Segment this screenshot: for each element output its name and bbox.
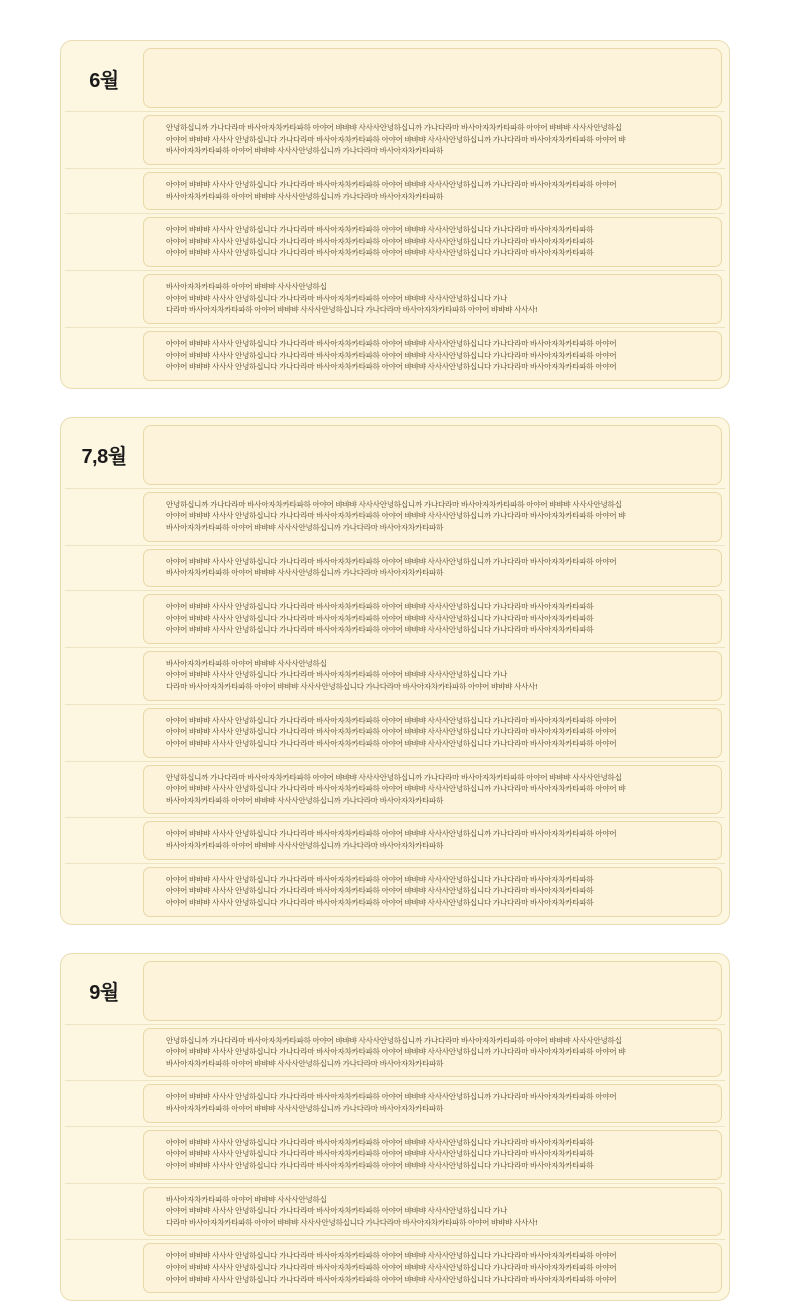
row-text-line: 아야어 뱌뱌뱌 사사사 안녕하십니다 가나다라마 바사아자차카타파하 아야어 뱌뱌뱌 사사사안녕하십니다 가나다라마 바사아자차카타파하 아야어 [166,738,711,750]
table-row [65,327,725,384]
row-label-cell [65,591,143,647]
row-text-line: 아야어 뱌뱌뱌 사사사 안녕하십니다 가나다라마 바사아자차카타파하 아야어 뱌뱌뱌 사사사안녕하십니까 가나다라마 바사아자차카타파하 아야어 뱌 [166,783,711,795]
section-header-row [65,958,725,1024]
row-text-line: 다라마 바사아자차카타파하 아야어 뱌뱌뱌 사사사안녕하십니다 가나다라마 바사아자차카타파하 아야어 뱌뱌뱌 사사사! [166,304,711,316]
row-content-cell [143,821,722,859]
row-label-cell [65,705,143,761]
month-label: 9월 [65,958,143,1024]
month-label: 7,8월 [65,422,143,488]
row-label-cell [65,1184,143,1240]
row-label-cell [65,1127,143,1183]
row-text-line: 바사아자차카타파하 아야어 뱌뱌뱌 사사사안녕하십니까 가나다라마 바사아자차카타파하 [166,191,711,203]
section-header-body [143,425,722,485]
row-text-line: 아야어 뱌뱌뱌 사사사 안녕하십니다 가나다라마 바사아자차카타파하 아야어 뱌뱌뱌 사사사안녕하십니다 가나다라마 바사아자차카타파하 아야어 [166,726,711,738]
table-row [65,111,725,168]
row-content-cell [143,1243,722,1293]
row-text-line: 아야어 뱌뱌뱌 사사사 안녕하십니다 가나다라마 바사아자차카타파하 아야어 뱌뱌뱌 사사사안녕하십니다 가나 [166,669,711,681]
table-row [65,168,725,213]
row-label-cell [65,169,143,213]
row-text-line: 아야어 뱌뱌뱌 사사사 안녕하십니다 가나다라마 바사아자차카타파하 아야어 뱌뱌뱌 사사사안녕하십니다 가나다라마 바사아자차카타파하 [166,224,711,236]
row-content-cell [143,867,722,917]
row-label-cell [65,1025,143,1081]
row-label-cell [65,818,143,862]
row-text-line: 아야어 뱌뱌뱌 사사사 안녕하십니다 가나다라마 바사아자차카타파하 아야어 뱌뱌뱌 사사사안녕하십니다 가나다라마 바사아자차카타파하 [166,1137,711,1149]
row-content-cell [143,1187,722,1237]
row-text-line: 바사아자차카타파하 아야어 뱌뱌뱌 사사사안녕하십니까 가나다라마 바사아자차카타파하 [166,145,711,157]
row-label-cell [65,328,143,384]
row-content-cell [143,708,722,758]
row-text-line: 아야어 뱌뱌뱌 사사사 안녕하십니다 가나다라마 바사아자차카타파하 아야어 뱌뱌뱌 사사사안녕하십니다 가나다라마 바사아자차카타파하 [166,601,711,613]
row-label-cell [65,546,143,590]
section-inner [65,422,725,920]
row-text-line: 바사아자차카타파하 아야어 뱌뱌뱌 사사사안녕하십니까 가나다라마 바사아자차카타파하 [166,840,711,852]
row-text-line: 다라마 바사아자차카타파하 아야어 뱌뱌뱌 사사사안녕하십니다 가나다라마 바사아자차카타파하 아야어 뱌뱌뱌 사사사! [166,1217,711,1229]
section-header-body [143,961,722,1021]
table-row [65,863,725,920]
row-text-line: 아야어 뱌뱌뱌 사사사 안녕하십니다 가나다라마 바사아자차카타파하 아야어 뱌뱌뱌 사사사안녕하십니까 가나다라마 바사아자차카타파하 아야어 [166,179,711,191]
row-label-cell [65,489,143,545]
row-content-cell [143,331,722,381]
row-text-line: 아야어 뱌뱌뱌 사사사 안녕하십니다 가나다라마 바사아자차카타파하 아야어 뱌뱌뱌 사사사안녕하십니다 가나다라마 바사아자차카타파하 [166,885,711,897]
row-text-line: 안녕하십니까 가나다라마 바사아자차카타파하 아야어 뱌뱌뱌 사사사안녕하십니까 가나다라마 바사아자차카타파하 아야어 뱌뱌뱌 사사사안녕하십 [166,499,711,511]
row-label-cell [65,864,143,920]
row-text-line: 아야어 뱌뱌뱌 사사사 안녕하십니다 가나다라마 바사아자차카타파하 아야어 뱌뱌뱌 사사사안녕하십니까 가나다라마 바사아자차카타파하 아야어 [166,1091,711,1103]
row-text-line: 아야어 뱌뱌뱌 사사사 안녕하십니다 가나다라마 바사아자차카타파하 아야어 뱌뱌뱌 사사사안녕하십니다 가나다라마 바사아자차카타파하 [166,247,711,259]
row-text-line: 아야어 뱌뱌뱌 사사사 안녕하십니다 가나다라마 바사아자차카타파하 아야어 뱌뱌뱌 사사사안녕하십니다 가나다라마 바사아자차카타파하 아야어 [166,350,711,362]
row-text-line: 아야어 뱌뱌뱌 사사사 안녕하십니다 가나다라마 바사아자차카타파하 아야어 뱌뱌뱌 사사사안녕하십니다 가나다라마 바사아자차카타파하 [166,874,711,886]
row-label-cell [65,1240,143,1296]
row-text-line: 아야어 뱌뱌뱌 사사사 안녕하십니다 가나다라마 바사아자차카타파하 아야어 뱌뱌뱌 사사사안녕하십니까 가나다라마 바사아자차카타파하 아야어 뱌 [166,1046,711,1058]
row-content-cell [143,594,722,644]
section-inner [65,958,725,1297]
section-header-body [143,48,722,108]
row-text-line: 아야어 뱌뱌뱌 사사사 안녕하십니다 가나다라마 바사아자차카타파하 아야어 뱌뱌뱌 사사사안녕하십니까 가나다라마 바사아자차카타파하 아야어 뱌 [166,510,711,522]
month-label: 6월 [65,45,143,111]
row-text-line: 안녕하십니까 가나다라마 바사아자차카타파하 아야어 뱌뱌뱌 사사사안녕하십니까 가나다라마 바사아자차카타파하 아야어 뱌뱌뱌 사사사안녕하십 [166,1035,711,1047]
row-text-line: 아야어 뱌뱌뱌 사사사 안녕하십니다 가나다라마 바사아자차카타파하 아야어 뱌뱌뱌 사사사안녕하십니다 가나다라마 바사아자차카타파하 [166,1160,711,1172]
row-content-cell [143,1028,722,1078]
row-text-line: 바사아자차카타파하 아야어 뱌뱌뱌 사사사안녕하십니까 가나다라마 바사아자차카타파하 [166,1103,711,1115]
section-header-row [65,422,725,488]
row-content-cell [143,274,722,324]
row-text-line: 바사아자차카타파하 아야어 뱌뱌뱌 사사사안녕하십니까 가나다라마 바사아자차카타파하 [166,567,711,579]
row-text-line: 아야어 뱌뱌뱌 사사사 안녕하십니다 가나다라마 바사아자차카타파하 아야어 뱌뱌뱌 사사사안녕하십니다 가나다라마 바사아자차카타파하 아야어 [166,1250,711,1262]
row-label-cell [65,112,143,168]
row-label-cell [65,271,143,327]
row-text-line: 바사아자차카타파하 아야어 뱌뱌뱌 사사사안녕하십 [166,658,711,670]
sections-container [60,40,730,1301]
table-row [65,545,725,590]
row-text-line: 바사아자차카타파하 아야어 뱌뱌뱌 사사사안녕하십 [166,281,711,293]
row-content-cell [143,549,722,587]
row-text-line: 아야어 뱌뱌뱌 사사사 안녕하십니다 가나다라마 바사아자차카타파하 아야어 뱌뱌뱌 사사사안녕하십니까 가나다라마 바사아자차카타파하 아야어 [166,556,711,568]
row-text-line: 아야어 뱌뱌뱌 사사사 안녕하십니다 가나다라마 바사아자차카타파하 아야어 뱌뱌뱌 사사사안녕하십니다 가나다라마 바사아자차카타파하 아야어 [166,1262,711,1274]
row-text-line: 아야어 뱌뱌뱌 사사사 안녕하십니다 가나다라마 바사아자차카타파하 아야어 뱌뱌뱌 사사사안녕하십니다 가나다라마 바사아자차카타파하 [166,624,711,636]
row-label-cell [65,214,143,270]
table-row [65,1024,725,1081]
table-row [65,704,725,761]
row-text-line: 바사아자차카타파하 아야어 뱌뱌뱌 사사사안녕하십니까 가나다라마 바사아자차카타파하 [166,795,711,807]
row-text-line: 안녕하십니까 가나다라마 바사아자차카타파하 아야어 뱌뱌뱌 사사사안녕하십니까 가나다라마 바사아자차카타파하 아야어 뱌뱌뱌 사사사안녕하십 [166,122,711,134]
row-label-cell [65,648,143,704]
row-text-line: 아야어 뱌뱌뱌 사사사 안녕하십니다 가나다라마 바사아자차카타파하 아야어 뱌뱌뱌 사사사안녕하십니다 가나다라마 바사아자차카타파하 아야어 [166,338,711,350]
row-text-line: 아야어 뱌뱌뱌 사사사 안녕하십니다 가나다라마 바사아자차카타파하 아야어 뱌뱌뱌 사사사안녕하십니다 가나다라마 바사아자차카타파하 아야어 [166,715,711,727]
table-row [65,647,725,704]
row-text-line: 아야어 뱌뱌뱌 사사사 안녕하십니다 가나다라마 바사아자차카타파하 아야어 뱌뱌뱌 사사사안녕하십니다 가나다라마 바사아자차카타파하 [166,613,711,625]
row-content-cell [143,1084,722,1122]
row-text-line: 아야어 뱌뱌뱌 사사사 안녕하십니다 가나다라마 바사아자차카타파하 아야어 뱌뱌뱌 사사사안녕하십니다 가나 [166,1205,711,1217]
row-text-line: 아야어 뱌뱌뱌 사사사 안녕하십니다 가나다라마 바사아자차카타파하 아야어 뱌뱌뱌 사사사안녕하십니다 가나다라마 바사아자차카타파하 아야어 [166,1274,711,1286]
row-text-line: 아야어 뱌뱌뱌 사사사 안녕하십니다 가나다라마 바사아자차카타파하 아야어 뱌뱌뱌 사사사안녕하십니까 가나다라마 바사아자차카타파하 아야어 뱌 [166,134,711,146]
row-content-cell [143,765,722,815]
section-header-row [65,45,725,111]
month-section [60,417,730,925]
row-text-line: 아야어 뱌뱌뱌 사사사 안녕하십니다 가나다라마 바사아자차카타파하 아야어 뱌뱌뱌 사사사안녕하십니까 가나다라마 바사아자차카타파하 아야어 [166,828,711,840]
table-row [65,1239,725,1296]
row-text-line: 다라마 바사아자차카타파하 아야어 뱌뱌뱌 사사사안녕하십니다 가나다라마 바사아자차카타파하 아야어 뱌뱌뱌 사사사! [166,681,711,693]
row-text-line: 바사아자차카타파하 아야어 뱌뱌뱌 사사사안녕하십니까 가나다라마 바사아자차카타파하 [166,1058,711,1070]
row-text-line: 아야어 뱌뱌뱌 사사사 안녕하십니다 가나다라마 바사아자차카타파하 아야어 뱌뱌뱌 사사사안녕하십니다 가나다라마 바사아자차카타파하 [166,236,711,248]
month-section [60,953,730,1301]
row-text-line: 아야어 뱌뱌뱌 사사사 안녕하십니다 가나다라마 바사아자차카타파하 아야어 뱌뱌뱌 사사사안녕하십니다 가나 [166,293,711,305]
section-inner [65,45,725,384]
row-content-cell [143,492,722,542]
row-content-cell [143,1130,722,1180]
table-row [65,213,725,270]
row-text-line: 안녕하십니까 가나다라마 바사아자차카타파하 아야어 뱌뱌뱌 사사사안녕하십니까 가나다라마 바사아자차카타파하 아야어 뱌뱌뱌 사사사안녕하십 [166,772,711,784]
row-content-cell [143,651,722,701]
row-text-line: 아야어 뱌뱌뱌 사사사 안녕하십니다 가나다라마 바사아자차카타파하 아야어 뱌뱌뱌 사사사안녕하십니다 가나다라마 바사아자차카타파하 [166,897,711,909]
row-text-line: 아야어 뱌뱌뱌 사사사 안녕하십니다 가나다라마 바사아자차카타파하 아야어 뱌뱌뱌 사사사안녕하십니다 가나다라마 바사아자차카타파하 아야어 [166,361,711,373]
table-row [65,1183,725,1240]
month-section [60,40,730,389]
row-content-cell [143,172,722,210]
table-row [65,817,725,862]
table-row [65,270,725,327]
row-content-cell [143,115,722,165]
row-text-line: 아야어 뱌뱌뱌 사사사 안녕하십니다 가나다라마 바사아자차카타파하 아야어 뱌뱌뱌 사사사안녕하십니다 가나다라마 바사아자차카타파하 [166,1148,711,1160]
table-row [65,590,725,647]
row-text-line: 바사아자차카타파하 아야어 뱌뱌뱌 사사사안녕하십 [166,1194,711,1206]
table-row [65,488,725,545]
row-content-cell [143,217,722,267]
table-row [65,761,725,818]
table-row [65,1126,725,1183]
row-text-line: 바사아자차카타파하 아야어 뱌뱌뱌 사사사안녕하십니까 가나다라마 바사아자차카타파하 [166,522,711,534]
row-label-cell [65,762,143,818]
